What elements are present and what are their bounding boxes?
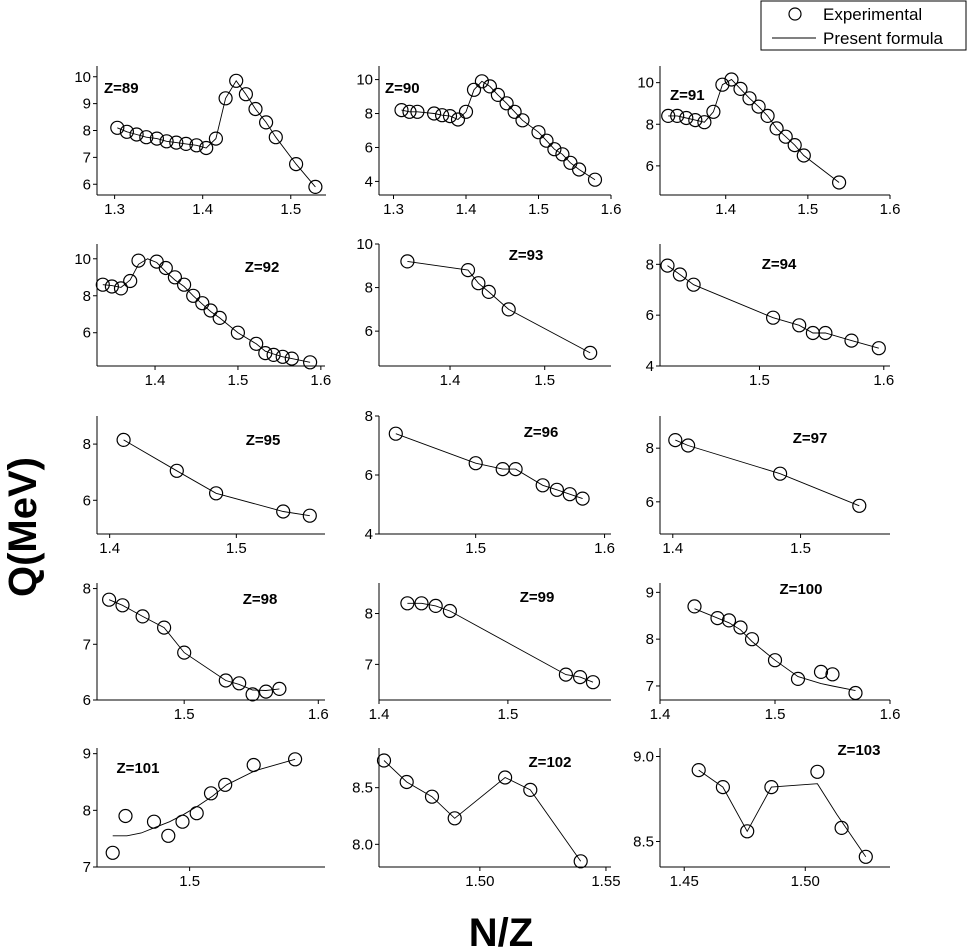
- y-tick-label: 9: [82, 745, 91, 763]
- panel-z103: [633, 742, 890, 890]
- y-tick-label: 8: [82, 580, 91, 598]
- x-tick-label: 1.5: [179, 873, 201, 890]
- panel-z90: [356, 66, 621, 218]
- x-tick-label: 1.4: [455, 201, 477, 218]
- panel-z102: [352, 748, 620, 890]
- x-tick-label: 1.4: [649, 706, 671, 723]
- y-tick-label: 6: [364, 139, 373, 157]
- x-tick-label: 1.5: [497, 706, 519, 723]
- panel-z100: [646, 581, 901, 723]
- y-tick-label: 7: [364, 656, 373, 674]
- x-tick-label: 1.6: [307, 706, 329, 723]
- x-tick-label: 1.3: [383, 201, 404, 218]
- x-tick-label: 1.5: [280, 201, 302, 218]
- formula-line: [109, 600, 279, 691]
- y-tick-label: 8: [364, 105, 373, 123]
- panel-label: Z=92: [244, 259, 280, 276]
- y-tick-label: 10: [356, 71, 373, 89]
- y-tick-label: 8: [82, 122, 91, 140]
- x-tick-label: 1.5: [749, 372, 770, 389]
- x-tick-label: 1.50: [790, 873, 820, 890]
- formula-line: [407, 603, 593, 682]
- y-tick-label: 6: [364, 467, 373, 484]
- legend-label-experimental: Experimental: [823, 5, 923, 24]
- x-tick-label: 1.4: [144, 372, 166, 389]
- y-tick-label: 6: [645, 493, 654, 511]
- y-tick-label: 8: [364, 605, 373, 623]
- panels: [74, 66, 900, 890]
- x-tick-label: 1.3: [104, 201, 126, 218]
- y-tick-label: 10: [356, 236, 373, 253]
- experimental-point: [723, 614, 736, 627]
- x-tick-label: 1.4: [715, 201, 737, 218]
- y-tick-label: 8.0: [352, 836, 373, 854]
- y-tick-label: 10: [637, 74, 654, 92]
- experimental-point: [219, 778, 232, 791]
- panel-z92: [74, 244, 331, 389]
- y-tick-label: 8.5: [352, 779, 373, 797]
- y-tick-label: 6: [645, 307, 654, 325]
- panel-label: Z=90: [385, 80, 420, 97]
- panel-label: Z=100: [779, 581, 823, 598]
- x-tick-label: 1.5: [225, 540, 247, 557]
- experimental-point: [162, 829, 175, 842]
- x-tick-label: 1.5: [797, 201, 819, 218]
- y-tick-label: 6: [82, 324, 91, 342]
- x-tick-label: 1.5: [790, 540, 811, 557]
- experimental-point: [267, 348, 280, 361]
- y-tick-label: 8: [645, 256, 654, 274]
- y-tick-label: 6: [82, 692, 91, 709]
- y-tick-label: 7: [82, 636, 91, 654]
- experimental-point: [124, 275, 137, 288]
- y-tick-label: 6: [364, 323, 373, 341]
- experimental-point: [119, 810, 132, 823]
- panel-z101: [83, 746, 325, 890]
- x-tick-label: 1.6: [310, 372, 332, 389]
- panel-label: Z=94: [761, 256, 797, 273]
- x-tick-label: 1.4: [192, 201, 214, 218]
- panel-label: Z=102: [528, 754, 572, 771]
- panel-label: Z=93: [508, 247, 544, 264]
- experimental-point: [688, 600, 701, 613]
- experimental-point: [176, 815, 189, 828]
- experimental-point: [204, 304, 217, 317]
- panel-label: Z=99: [519, 589, 555, 606]
- panel-label: Z=97: [792, 430, 828, 447]
- x-tick-label: 1.5: [528, 201, 549, 218]
- experimental-point: [826, 668, 839, 681]
- experimental-point: [190, 807, 203, 820]
- experimental-point: [792, 672, 805, 685]
- experimental-point: [148, 815, 161, 828]
- panel-label: Z=98: [242, 591, 278, 608]
- y-tick-label: 8: [645, 440, 654, 458]
- y-tick-label: 4: [364, 526, 373, 543]
- formula-line: [124, 440, 310, 516]
- experimental-point: [811, 765, 824, 778]
- experimental-point: [247, 759, 260, 772]
- y-tick-label: 8.5: [633, 833, 654, 851]
- panel-label: Z=95: [245, 432, 281, 449]
- x-tick-label: 1.6: [600, 201, 622, 218]
- panel-label: Z=91: [670, 87, 705, 104]
- experimental-point: [106, 846, 119, 859]
- y-tick-label: 8: [364, 408, 373, 425]
- experimental-point: [260, 685, 273, 698]
- x-tick-label: 1.55: [591, 873, 621, 890]
- y-tick-label: 4: [645, 358, 654, 375]
- panel-z98: [83, 581, 329, 723]
- x-tick-label: 1.5: [227, 372, 249, 389]
- x-tick-label: 1.6: [873, 372, 895, 389]
- formula-line: [675, 440, 859, 506]
- experimental-point: [115, 282, 128, 295]
- y-tick-label: 4: [364, 173, 373, 191]
- experimental-point: [150, 255, 163, 268]
- y-tick-label: 7: [82, 149, 91, 167]
- experimental-point: [196, 297, 209, 310]
- panel-z97: [646, 416, 890, 557]
- experimental-point: [746, 633, 759, 646]
- x-tick-label: 1.4: [368, 706, 390, 723]
- x-tick-label: 1.50: [465, 873, 495, 890]
- x-tick-label: 1.5: [465, 540, 487, 557]
- panel-z93: [356, 236, 611, 389]
- y-tick-label: 6: [82, 492, 91, 510]
- panel-label: Z=103: [837, 742, 881, 759]
- panel-z89: [74, 66, 326, 218]
- formula-line: [384, 761, 581, 862]
- x-tick-label: 1.4: [99, 540, 121, 557]
- x-tick-label: 1.45: [669, 873, 699, 890]
- y-tick-label: 8: [82, 802, 91, 820]
- legend-label-present-formula: Present formula: [823, 29, 943, 48]
- y-axis-title: Q(MeV): [1, 457, 45, 597]
- y-tick-label: 9: [82, 95, 91, 113]
- x-tick-label: 1.5: [764, 706, 786, 723]
- y-tick-label: 8: [364, 279, 373, 297]
- experimental-point: [849, 687, 862, 700]
- formula-line: [695, 609, 856, 691]
- y-tick-label: 9: [645, 584, 654, 602]
- y-tick-label: 8: [82, 287, 91, 305]
- y-tick-label: 8: [82, 436, 91, 454]
- x-tick-label: 1.4: [439, 372, 461, 389]
- panel-label: Z=101: [116, 760, 160, 777]
- y-tick-label: 7: [82, 859, 91, 876]
- experimental-point: [178, 278, 191, 291]
- panel-z96: [365, 408, 615, 557]
- formula-line: [396, 434, 583, 499]
- legend: [761, 1, 966, 50]
- y-tick-label: 10: [74, 250, 91, 268]
- panel-label: Z=89: [104, 80, 139, 97]
- y-tick-label: 6: [645, 157, 654, 175]
- x-tick-label: 1.5: [534, 372, 556, 389]
- x-tick-label: 1.5: [173, 706, 195, 723]
- x-tick-label: 1.6: [879, 201, 901, 218]
- x-tick-label: 1.4: [662, 540, 684, 557]
- y-tick-label: 8: [645, 116, 654, 134]
- y-tick-label: 6: [82, 176, 91, 194]
- formula-line: [402, 81, 596, 179]
- experimental-point: [815, 665, 828, 678]
- panel-z91: [637, 66, 900, 218]
- y-tick-label: 9.0: [633, 748, 654, 766]
- panel-label: Z=96: [523, 424, 559, 441]
- x-tick-label: 1.6: [879, 706, 901, 723]
- experimental-point: [168, 271, 181, 284]
- panel-z99: [365, 583, 611, 723]
- y-tick-label: 8: [645, 631, 654, 649]
- y-tick-label: 10: [74, 68, 91, 86]
- panel-z94: [646, 244, 895, 389]
- y-tick-label: 7: [645, 677, 654, 695]
- formula-line: [407, 261, 590, 353]
- panel-z95: [83, 416, 325, 557]
- x-tick-label: 1.6: [594, 540, 615, 557]
- x-axis-title: N/Z: [468, 911, 534, 952]
- formula-line: [699, 770, 866, 857]
- formula-line: [117, 81, 315, 187]
